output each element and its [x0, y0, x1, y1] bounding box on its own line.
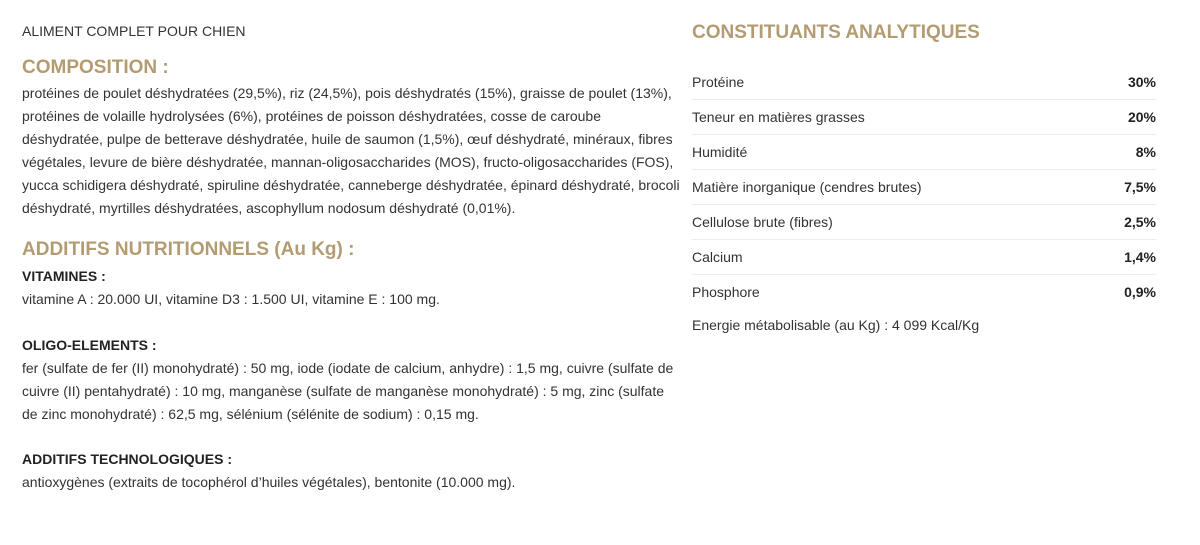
table-row — [692, 135, 1156, 170]
composition-column — [22, 18, 682, 494]
oligo-elements-text: fer (sulfate de fer (II) monohydraté) : 50 mg, iode (iodate de calcium, anhydre) : 1,5 mg, cuivre (sulfate de cuivre (II) pentahydraté) : 10 mg, manganèse (sulfate de manganèse monohydraté) : 5 mg, zinc (sulfate de zinc monohydraté) : 62,5 mg, sélénium (sélénite de sodium) : 0,15 mg. — [22, 360, 674, 422]
additifs-technologiques-text: antioxygènes (extraits de tocophérol d’huiles végétales), bentonite (10.000 mg). — [22, 474, 516, 490]
analysis-value: 0,9% — [1124, 284, 1156, 300]
analysis-value: 7,5% — [1099, 170, 1156, 205]
additifs-nutritionnels-heading: ADDITIFS NUTRITIONNELS (Au Kg) : — [22, 239, 355, 260]
analysis-label: Phosphore — [692, 284, 760, 300]
vitamines-heading: VITAMINES : — [22, 268, 106, 284]
analysis-label: Humidité — [692, 135, 1099, 170]
analysis-label: Calcium — [692, 240, 1099, 275]
energy-text: Energie métabolisable (au Kg) : 4 099 Kcal/Kg — [692, 317, 980, 333]
analysis-table — [692, 65, 1156, 309]
analysis-label: Matière inorganique (cendres brutes) — [692, 170, 1099, 205]
composition-heading: COMPOSITION : — [22, 57, 169, 78]
additifs-technologiques-heading: ADDITIFS TECHNOLOGIQUES : — [22, 451, 232, 467]
table-row — [692, 65, 1156, 100]
analysis-value: 8% — [1099, 135, 1156, 170]
analysis-value: 2,5% — [1099, 205, 1156, 240]
constituants-column — [692, 18, 1156, 336]
table-row — [692, 275, 1156, 310]
analysis-label: Protéine — [692, 65, 1099, 100]
product-type: ALIMENT COMPLET POUR CHIEN — [22, 23, 246, 39]
composition-text: protéines de poulet déshydratées (29,5%), riz (24,5%), pois déshydratés (15%), graisse de poulet (13%), protéines de volaille hydrolysées (6%), protéines de poisson déshydratées, cosse de caroube déshydratée, pulpe de betterave déshydratée, huile de saumon (1,5%), œuf déshydraté, minéraux, fibres végétales, levure de bière déshydratée, mannan-oligosaccharides (MOS), fructo-oligosaccharides (FOS), yucca schidigera déshydraté, spiruline déshydratée, canneberge déshydratée, épinard déshydraté, brocoli déshydraté, myrtilles déshydratées, ascophyllum nodosum déshydraté (0,01%). — [22, 85, 680, 216]
vitamines-text: vitamine A : 20.000 UI, vitamine D3 : 1.500 UI, vitamine E : 100 mg. — [22, 291, 440, 307]
oligo-elements-heading: OLIGO-ELEMENTS : — [22, 337, 157, 353]
analysis-value: 1,4% — [1099, 240, 1156, 275]
constituants-heading: CONSTITUANTS ANALYTIQUES — [692, 22, 980, 43]
analysis-value: 30% — [1099, 65, 1156, 100]
table-row — [692, 205, 1156, 240]
analysis-value: 20% — [1099, 100, 1156, 135]
analysis-label: Cellulose brute (fibres) — [692, 205, 1099, 240]
table-row — [692, 240, 1156, 275]
table-row — [692, 170, 1156, 205]
table-row — [692, 100, 1156, 135]
analysis-label: Teneur en matières grasses — [692, 100, 1099, 135]
